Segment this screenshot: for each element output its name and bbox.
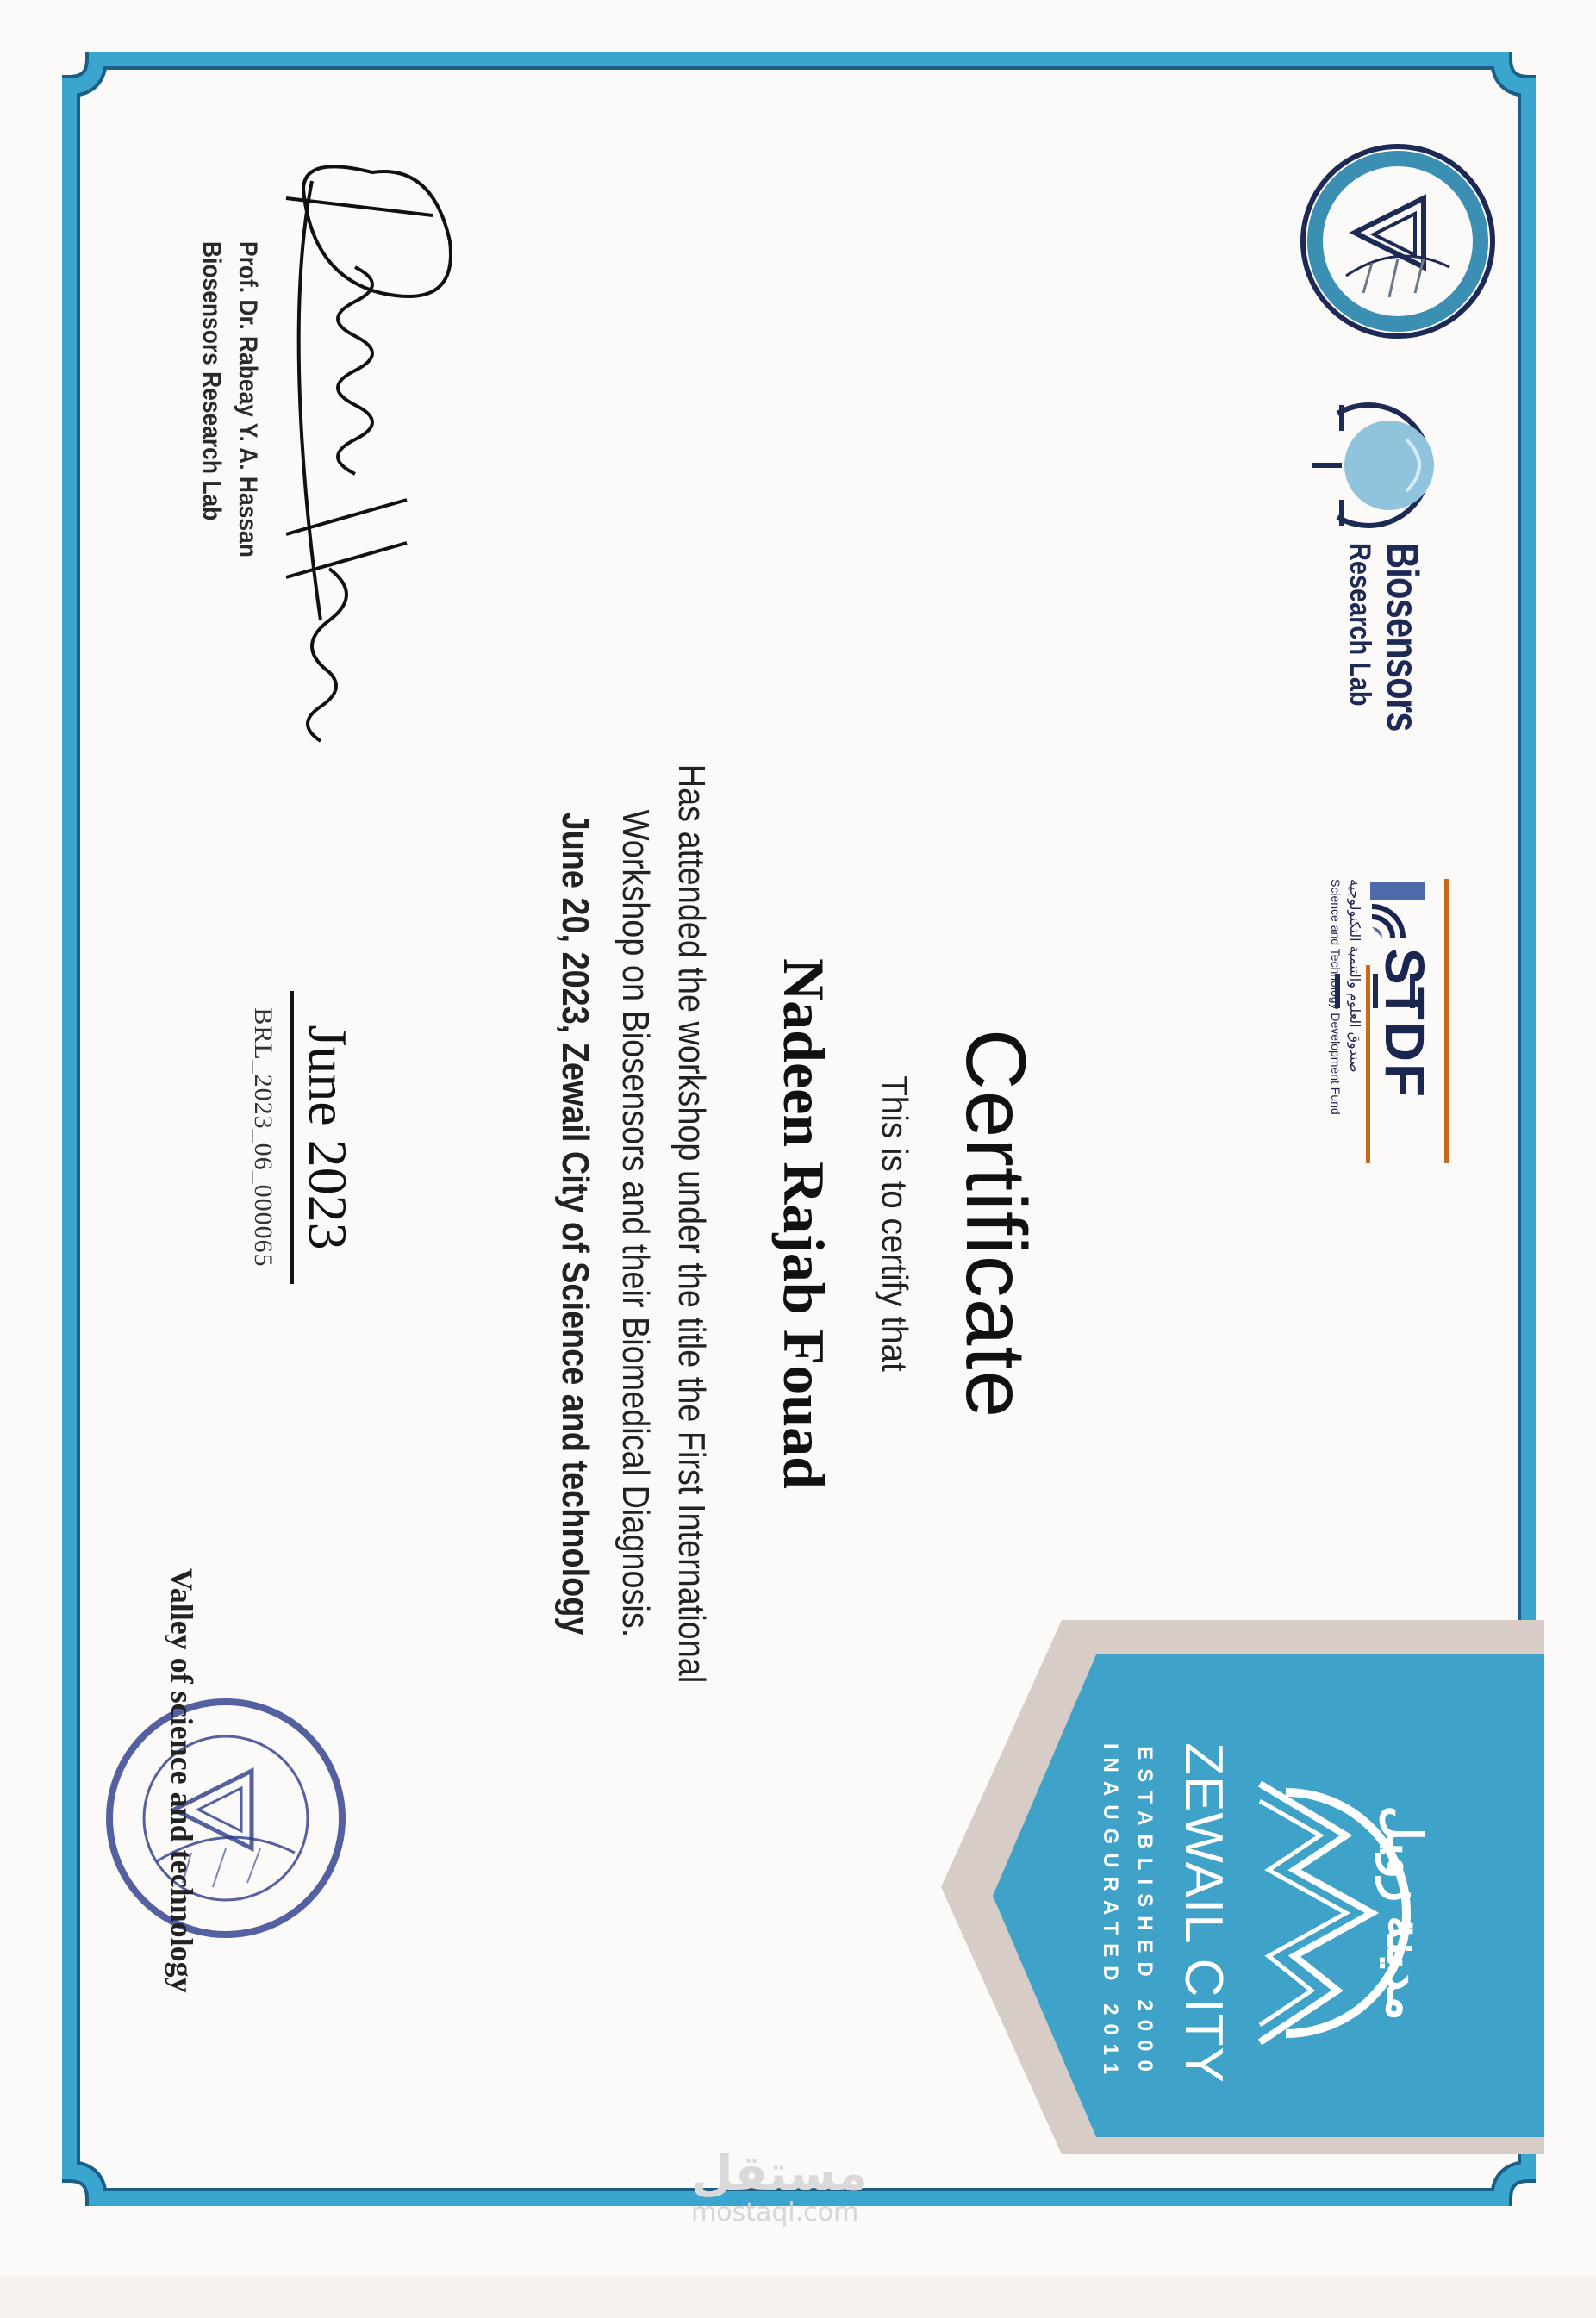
certificate-title: Certificate	[949, 1028, 1044, 1419]
banner-shape-icon	[941, 1620, 1544, 2154]
stdf-title: STDF	[1374, 948, 1436, 1100]
stdf-english-name: Science and Technology Development Fund	[1329, 879, 1343, 1115]
valley-seal-logo	[1294, 138, 1501, 345]
zewail-inaugurated: INAUGURATED 2011	[1099, 1742, 1122, 2084]
stdf-arabic-name: صندوق العلوم والتنمية التكنولوجية	[1347, 879, 1363, 1073]
body-line-1: Has attended the workshop under the title the First International	[670, 763, 713, 1684]
signature-block	[122, 138, 484, 913]
issue-date: June 2023	[290, 991, 359, 1284]
stdf-orange-line-2	[1366, 965, 1370, 1163]
stdf-logo	[1286, 879, 1449, 1189]
handwritten-signature-icon	[260, 138, 484, 913]
seal-icon	[1294, 138, 1501, 345]
zewail-city-name: ZEWAIL CITY	[1174, 1742, 1233, 2084]
stamp-icon	[97, 1689, 355, 1947]
stdf-orange-line	[1444, 879, 1449, 1163]
body-line-3: June 20, 2023, Zewail City of Science and technology	[554, 812, 596, 1636]
biosensor-globe-icon	[1294, 396, 1467, 534]
zewail-established: ESTABLISHED 2000	[1133, 1746, 1156, 2080]
watermark-url: mostaql.com	[691, 2197, 859, 2228]
signatory-name: Prof. Dr. Rabeay Y. A. Hassan	[234, 241, 262, 558]
biosensors-title: Biosensors	[1377, 543, 1427, 732]
signatory-affiliation: Biosensors Research Lab	[197, 241, 226, 521]
stdf-signal-icon	[1363, 879, 1432, 948]
certificate-id: BRL_2023_06_000065	[249, 1007, 277, 1268]
zewail-arabic-name: مدينة زويل	[1377, 1805, 1431, 2021]
certify-intro: This is to certify that	[875, 1075, 915, 1372]
biosensors-subtitle: Research Lab	[1344, 543, 1376, 707]
recipient-name: Nadeen Rajab Fouad	[771, 958, 837, 1489]
mostaql-watermark	[683, 2146, 907, 2318]
stamp-caption: Valley of science and technology	[165, 1568, 199, 1993]
biosensors-lab-logo	[1294, 396, 1467, 758]
watermark-arabic: مستقل	[691, 2146, 868, 2202]
zewail-city-banner	[941, 1620, 1544, 2154]
official-stamp	[97, 1689, 355, 1947]
body-line-2: Workshop on Biosensors and their Biomedical Diagnosis.	[614, 809, 657, 1638]
